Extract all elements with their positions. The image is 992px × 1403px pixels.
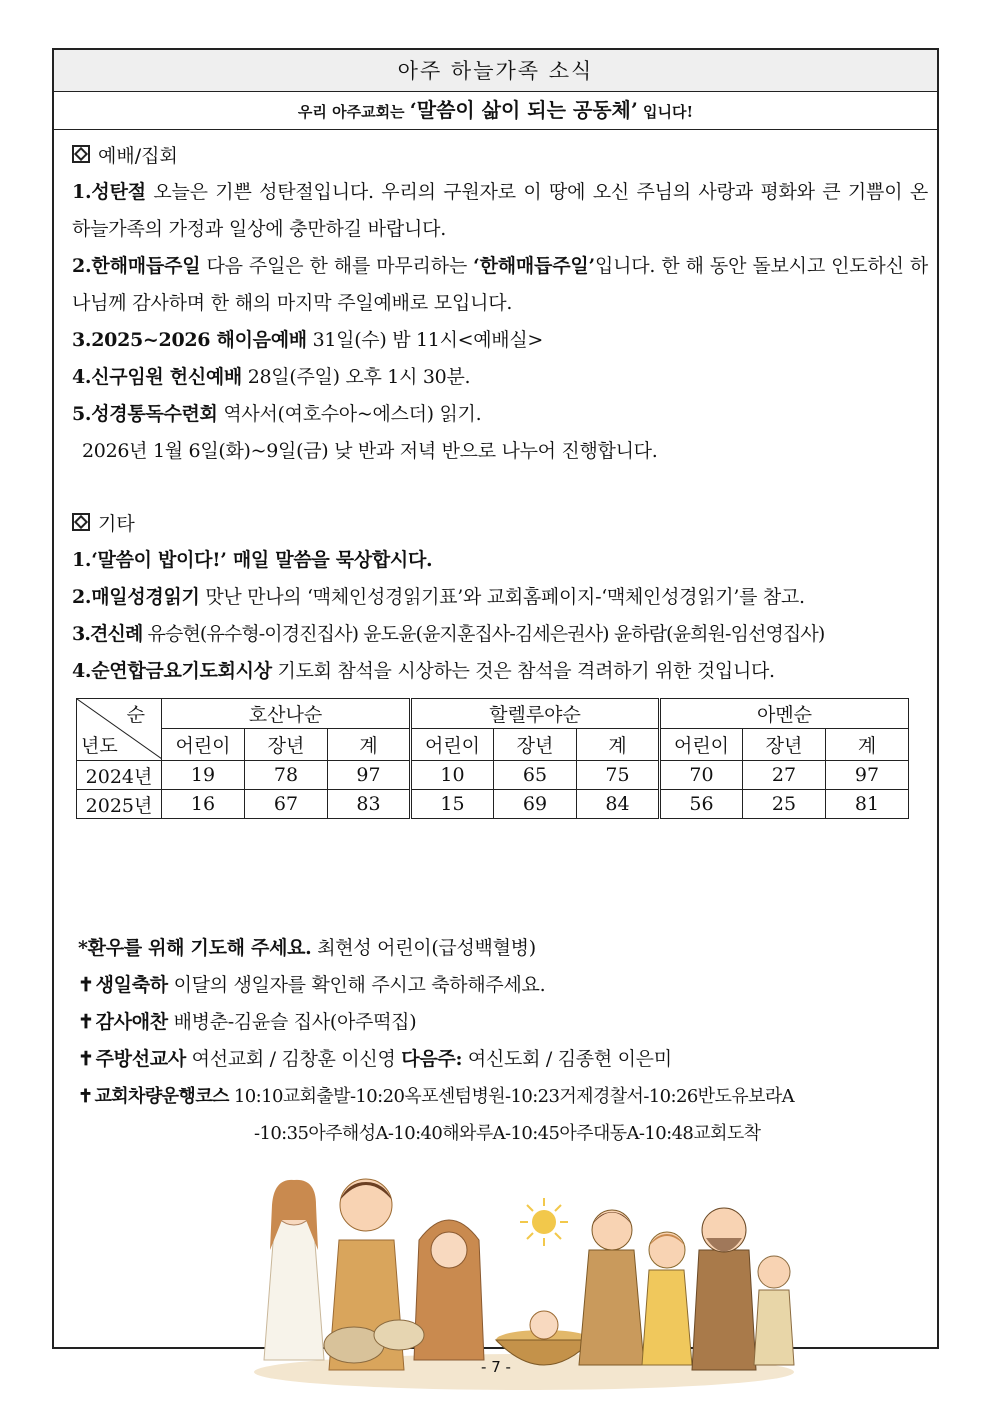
cell: 75 [577,761,660,790]
cell: 25 [743,790,826,819]
cell: 97 [328,761,411,790]
worship-item-2 [72,248,928,322]
worship-item-3 [72,322,928,359]
cell: 70 [660,761,743,790]
col-header: 장년 [743,729,826,761]
item-title: 5.성경통독수련회 [72,403,218,425]
mary-figure [414,1220,484,1360]
group-header: 할렐루야순 [411,699,660,729]
cell: 78 [245,761,328,790]
motto [54,92,937,130]
cell: 81 [826,790,909,819]
cell: 84 [577,790,660,819]
section-heading-etc [72,506,928,542]
cell: 10 [411,761,494,790]
cell: 83 [328,790,411,819]
table-corner-cell [77,699,162,761]
small-child-figure [754,1256,794,1365]
star-icon [520,1198,568,1246]
worship-item-5 [72,396,928,433]
item-text: 입니다. 한 해 동안 돌보시고 인도하신 하나님께 감사하며 한 해의 마지막 주일예배로 모입니다. [72,255,929,314]
item-emphasis: ‘한해매듭주일’ [473,255,595,277]
col-header: 어린이 [660,729,743,761]
group-header: 호산나순 [162,699,411,729]
item-text: 여선교회 / 김창훈 이신영 [191,1048,396,1070]
announcements [78,930,938,1152]
corner-top-label: 순 [126,704,145,726]
item-text: 다음 주일은 한 해를 마무리하는 [206,255,468,277]
item-title: 주방선교사 [95,1048,186,1070]
col-header: 장년 [245,729,328,761]
birthday-note [78,967,938,1004]
etc-item-2 [72,579,928,616]
item-title: 3.2025~2026 해이음예배 [72,329,307,351]
cell: 69 [494,790,577,819]
group-header: 아멘순 [660,699,909,729]
cell: 65 [494,761,577,790]
table-row [77,761,909,790]
cell: 16 [162,790,245,819]
item-title: 1.‘말씀이 밥이다!’ 매일 말씀을 묵상합시다. [72,549,433,571]
section-heading-label: 기타 [98,513,135,535]
item-title: 2.한해매듭주일 [72,255,201,277]
main-content [72,138,928,819]
item-text: 오늘은 기쁜 성탄절입니다. 우리의 구원자로 이 땅에 오신 주님의 사랑과 평화와 큰 기쁨이 온 하늘가족의 가정과 일상에 충만하길 바랍니다. [72,181,928,240]
item-title: 4.순연합금요기도회시상 [72,660,272,682]
wise-man-figure [692,1208,756,1370]
motto-pre: 우리 아주교회는 [297,103,405,121]
row-year: 2024년 [77,761,162,790]
item-text: 역사서(여호수아~에스더) 읽기. [223,403,482,425]
item-text: 31일(수) 밤 11시<예배실> [312,329,544,351]
shepherd-figure [579,1210,644,1365]
col-header: 계 [328,729,411,761]
kitchen-note [78,1041,938,1078]
page-number: - 7 - [481,1358,511,1376]
item-emphasis: 다음주: [401,1048,463,1070]
cross-icon: ✝ [78,1011,94,1033]
prayer-attendance-table [76,698,909,819]
item-text: 28일(주일) 오후 1시 30분. [247,366,471,388]
worship-item-4 [72,359,928,396]
col-header: 계 [826,729,909,761]
child-figure [642,1232,692,1365]
prayer-request [78,930,938,967]
bus-route-note [78,1078,938,1115]
col-header: 계 [577,729,660,761]
angel-figure [264,1180,324,1360]
col-header: 장년 [494,729,577,761]
cell: 15 [411,790,494,819]
etc-item-1 [72,542,928,579]
bus-route-note-cont: -10:35아주해성A-10:40해와루A-10:45아주대동A-10:48교회도착 [254,1123,761,1144]
cell: 56 [660,790,743,819]
item-text: 기도회 참석을 시상하는 것은 참석을 격려하기 위한 것입니다. [277,660,775,682]
row-year: 2025년 [77,790,162,819]
item-text: 배병춘-김윤슬 집사(아주떡집) [173,1011,417,1033]
spacer [72,470,928,506]
item-title: 1.성탄절 [72,181,146,203]
cross-icon: ✝ [78,1048,94,1070]
cell: 19 [162,761,245,790]
item-title: 4.신구임원 헌신예배 [72,366,242,388]
corner-bottom-label: 년도 [81,735,118,757]
worship-item-1 [72,174,928,248]
section-heading-worship [72,138,928,174]
cell: 67 [245,790,328,819]
section-marker-icon [72,145,90,163]
cell: 27 [743,761,826,790]
cross-icon: ✝ [78,974,94,996]
col-header: 어린이 [162,729,245,761]
item-text: 이달의 생일자를 확인해 주시고 축하해주세요. [173,974,546,996]
motto-post: 입니다! [643,103,694,121]
item-text: 유승현(유수형-이경진집사) 윤도윤(윤지훈집사-김세은권사) 윤하람(윤희원-임선영집사) [147,623,825,645]
thanks-note [78,1004,938,1041]
item-text: 최현성 어린이(급성백혈병) [317,937,536,959]
etc-item-3 [72,616,928,653]
col-header: 어린이 [411,729,494,761]
item-title: 교회차량운행코스 [94,1086,229,1107]
table-row [77,790,909,819]
item-text: 맛난 만나의 ‘맥체인성경읽기표’와 교회홈페이지-‘맥체인성경읽기’를 참고. [205,586,805,608]
section-marker-icon [72,513,90,531]
etc-item-4 [72,653,928,690]
nativity-illustration [244,1160,804,1390]
cross-icon: ✝ [78,1086,93,1107]
item-title: 감사애찬 [95,1011,168,1033]
item-title: 2.매일성경읽기 [72,586,200,608]
item-text: 여신도회 / 김종현 이은미 [467,1048,672,1070]
item-title: 생일축하 [95,974,168,996]
bulletin-frame [52,48,939,1349]
section-heading-label: 예배/집회 [98,145,178,167]
item-title: 3.견신례 [72,623,143,645]
motto-quote: ‘말씀이 삶이 되는 공동체’ [409,98,638,122]
worship-item-5-detail: 2026년 1월 6일(화)~9일(금) 낮 반과 저녁 반으로 나누어 진행합니다. [82,440,658,462]
cell: 97 [826,761,909,790]
item-title: *환우를 위해 기도해 주세요. [78,937,312,959]
item-text: 10:10교회출발-10:20옥포센텀병원-10:23거제경찰서-10:26반도유보라A [233,1086,795,1107]
page-title: 아주 하늘가족 소식 [54,50,937,92]
